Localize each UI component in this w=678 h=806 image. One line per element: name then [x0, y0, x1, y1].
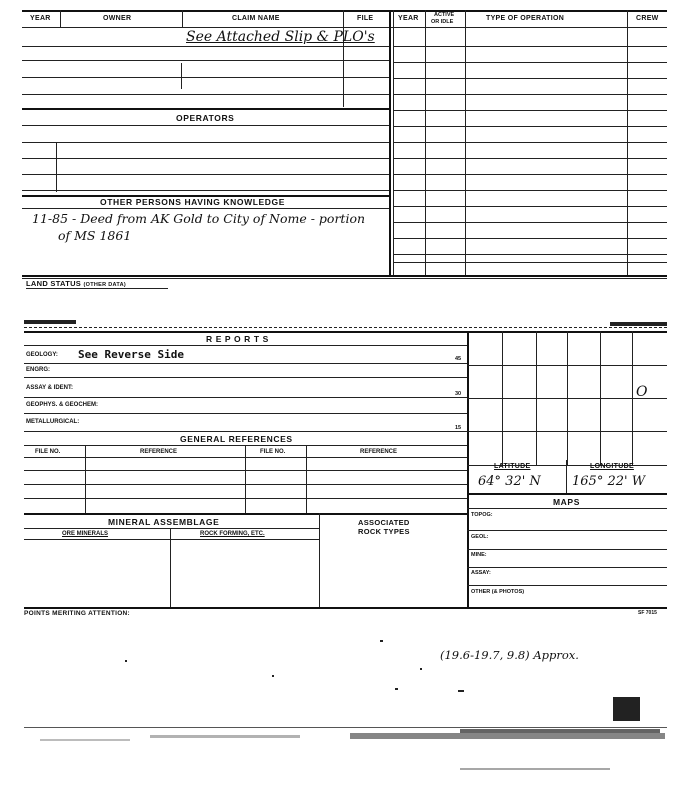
latitude-label: LATITUDE	[494, 463, 531, 470]
maps-assay: ASSAY:	[471, 570, 491, 576]
ref-reference-2: REFERENCE	[360, 449, 398, 455]
latitude-value: 64° 32' N	[478, 474, 541, 489]
header-or-idle: OR IDLE	[431, 19, 454, 25]
geology-label: GEOLOGY:	[26, 352, 58, 358]
assay-ident-label: ASSAY & IDENT:	[26, 385, 74, 391]
points-meriting-label: POINTS MERITING ATTENTION:	[24, 610, 131, 617]
geology-value: See Reverse Side	[78, 348, 184, 361]
header-type-of-operation: TYPE OF OPERATION	[486, 15, 565, 22]
rock-types-label: ROCK TYPES	[358, 527, 410, 536]
maps-topog: TOPOG:	[471, 512, 493, 518]
metallurgical-label: METALLURGICAL:	[26, 419, 80, 425]
header-active: ACTIVE	[434, 12, 455, 18]
reports-title: R E P O R T S	[206, 334, 269, 344]
ref-file-no-2: FILE NO.	[260, 449, 286, 455]
general-references-title: GENERAL REFERENCES	[180, 434, 293, 444]
geophys-label: GEOPHYS. & GEOCHEM:	[26, 402, 99, 408]
other-persons-line2: of MS 1861	[58, 228, 132, 243]
header-year-right: YEAR	[398, 15, 419, 22]
ref-file-no: FILE NO.	[35, 449, 61, 455]
maps-mine: MINE:	[471, 552, 487, 558]
other-persons-line1: 11-85 - Deed from AK Gold to City of Nome - portion	[32, 211, 366, 226]
longitude-value: 165° 22' W	[572, 474, 646, 489]
maps-title: MAPS	[553, 497, 580, 507]
other-persons-label: OTHER PERSONS HAVING KNOWLEDGE	[100, 197, 286, 207]
mineral-assemblage-title: MINERAL ASSEMBLAGE	[108, 517, 220, 527]
longitude-label: LONGITUDE	[590, 463, 634, 470]
ore-minerals-label: ORE MINERALS	[62, 531, 109, 537]
rock-forming-label: ROCK FORMING, ETC.	[200, 531, 265, 537]
claim-name-entry: See Attached Slip & PLO's	[186, 29, 375, 45]
ref-reference: REFERENCE	[140, 449, 178, 455]
header-claim-name: CLAIM NAME	[232, 15, 280, 22]
approx-note: (19.6-19.7, 9.8) Approx.	[440, 648, 579, 662]
num-30: 30	[455, 391, 462, 397]
grid-mark: O	[636, 384, 648, 400]
engrg-label: ENGRG:	[26, 367, 50, 373]
form-number: SF 7015	[638, 610, 657, 616]
header-file: FILE	[357, 15, 374, 22]
operators-label: OPERATORS	[176, 113, 235, 123]
associated-label: ASSOCIATED	[358, 518, 410, 527]
maps-geol: GEOL:	[471, 534, 489, 540]
header-owner: OWNER	[103, 15, 132, 22]
num-15: 15	[455, 425, 462, 431]
header-crew: CREW	[636, 15, 659, 22]
header-year: YEAR	[30, 15, 51, 22]
num-45: 45	[455, 356, 462, 362]
maps-other: OTHER (& PHOTOS)	[471, 589, 525, 595]
land-status-label: LAND STATUS (OTHER DATA)	[26, 279, 126, 288]
